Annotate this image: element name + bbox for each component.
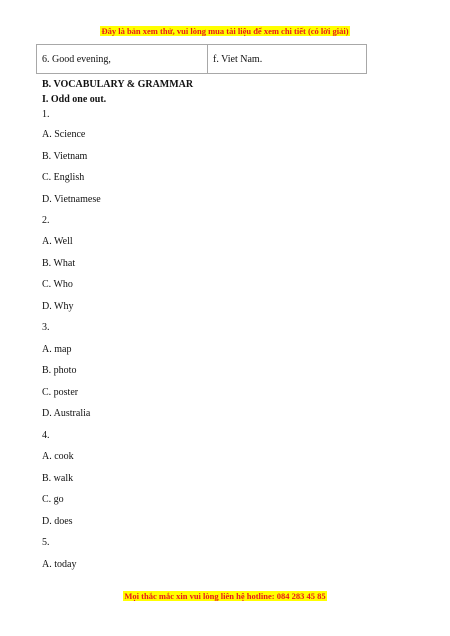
answer-option: C. English <box>42 172 85 183</box>
answer-option: B. walk <box>42 473 74 484</box>
exercise-title: I. Odd one out. <box>42 94 107 105</box>
answer-option: A. Well <box>42 236 73 247</box>
answer-option: B. What <box>42 258 76 269</box>
answer-option: B. Vietnam <box>42 151 88 162</box>
answer-option: D. Vietnamese <box>42 194 101 205</box>
question-number: 1. <box>42 109 50 120</box>
question-number: 5. <box>42 537 50 548</box>
answer-option: C. go <box>42 494 64 505</box>
question-number: 3. <box>42 322 50 333</box>
table-cell-right: f. Viet Nam. <box>208 45 367 74</box>
hotline-text: Mọi thắc mắc xin vui lòng liên hệ hotline: 084 283 45 85 <box>124 591 326 601</box>
answer-option: A. today <box>42 559 77 570</box>
answer-option: A. cook <box>42 451 74 462</box>
question-number: 2. <box>42 215 50 226</box>
answer-option: D. Australia <box>42 408 91 419</box>
answer-option: D. Why <box>42 301 74 312</box>
table-row <box>37 45 367 74</box>
matching-table <box>36 44 367 74</box>
section-title: B. VOCABULARY & GRAMMAR <box>42 79 194 90</box>
hotline-banner <box>0 591 450 602</box>
answer-option: C. poster <box>42 387 79 398</box>
answer-option: C. Who <box>42 279 73 290</box>
preview-notice-banner <box>0 26 450 37</box>
preview-notice-text: Đây là bản xem thử, vui lòng mua tài liệu để xem chi tiết (có lời giải) <box>101 26 349 36</box>
answer-option: D. does <box>42 516 73 527</box>
question-number: 4. <box>42 430 50 441</box>
table-cell-left: 6. Good evening, <box>37 45 208 74</box>
answer-option: A. Science <box>42 129 86 140</box>
answer-option: B. photo <box>42 365 77 376</box>
answer-option: A. map <box>42 344 72 355</box>
